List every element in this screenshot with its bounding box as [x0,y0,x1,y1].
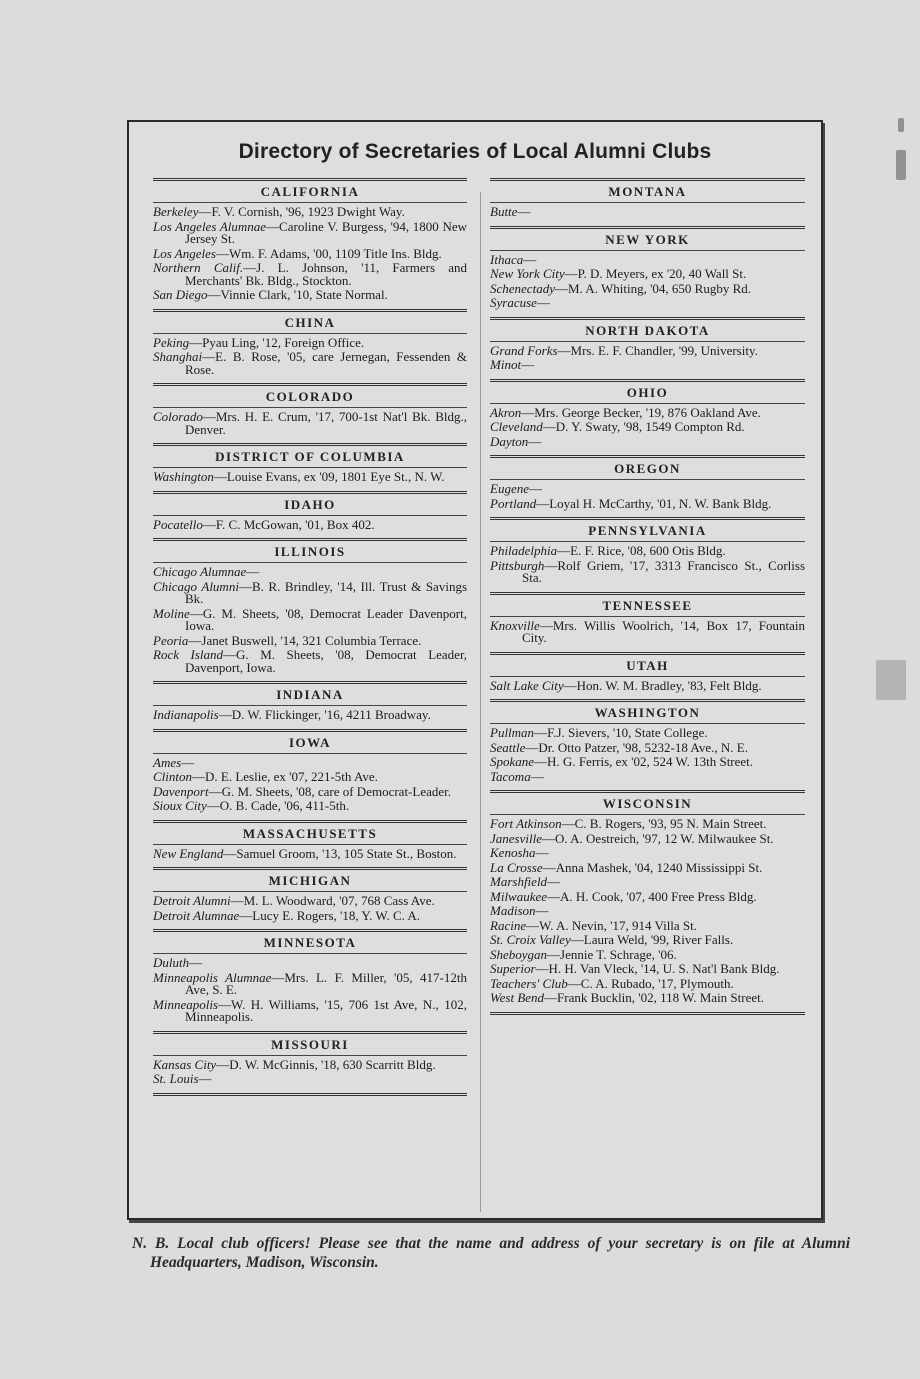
club-name: San Diego [153,287,208,302]
secretary-info: Mrs. L. F. Miller, '05, 417-12th Ave, S. E. [185,969,467,997]
club-list [153,411,467,441]
secretary-info: E. F. Rice, '08, 600 Otis Bldg. [570,543,726,558]
state-section [490,592,805,650]
club-name: Eugene [490,481,529,496]
club-entry: Peoria—Janet Buswell, '14, 321 Columbia Terrace. [153,632,422,648]
club-name: Detroit Alumnae [153,907,240,923]
state-section [153,1031,467,1091]
club-entry: Janesville—O. A. Oestreich, '97, 12 W. Milwaukee St. [490,830,774,846]
club-name: Shanghai [153,349,203,364]
club-entry: Portland—Loyal H. McCarthy, '01, N. W. Bank Bldg. [490,495,772,511]
heading-rule [153,562,467,563]
state-heading: OHIO [626,384,669,400]
heading-rule [490,814,805,815]
section-rule [490,1012,805,1015]
club-name: Los Angeles [153,245,216,261]
heading-rule [153,467,467,468]
secretary-info: Lucy E. Rogers, '18, Y. W. C. A. [252,907,421,923]
heading-rule [153,1055,467,1056]
state-heading: IDAHO [284,496,336,512]
club-name: Peking [153,334,190,350]
state-section [490,317,805,377]
club-list [153,957,467,1029]
club-entry: Tacoma— [490,768,544,784]
club-entry: Pittsburgh—Rolf Griem, '17, 3313 Francisco St., Corliss Sta. [490,557,805,585]
club-entry: Teachers' Club—C. A. Rubado, '17, Plymouth. [490,975,734,991]
club-name: Janesville [490,830,542,846]
club-entry: Detroit Alumnae—Lucy E. Rogers, '18, Y. W. C. A. [153,907,421,923]
state-heading: CHINA [284,314,336,330]
club-entry: Peking—Pyau Ling, '12, Foreign Office. [153,334,365,350]
club-list [490,677,805,698]
secretary-info: Vinnie Clark, '10, State Normal. [220,287,388,302]
secretary-info: A. H. Cook, '07, 400 Free Press Bldg. [560,888,757,904]
heading-rule [153,844,467,845]
secretary-info: Laura Weld, '99, River Falls. [583,932,734,947]
club-list [490,342,805,377]
club-entry: Kenosha— [490,845,549,860]
state-section [153,383,467,441]
club-name: Colorado [153,409,203,424]
state-heading: NEW YORK [605,231,690,247]
scan-mark [876,660,906,700]
secretary-info: Dr. Otto Patzer, '98, 5232-18 Ave., N. E. [538,739,748,755]
secretary-info: G. M. Sheets, '08, Democrat Leader Davenport, Iowa. [185,605,467,633]
secretary-info: C. A. Rubado, '17, Plymouth. [580,975,734,991]
club-name: Salt Lake City [490,677,564,693]
club-entry: Fort Atkinson—C. B. Rogers, '93, 95 N. Main Street. [490,816,767,831]
column-divider [480,192,481,1212]
club-name: Pocatello [153,516,203,532]
right-column [490,176,805,1015]
heading-rule [490,616,805,617]
club-name: Madison [490,903,536,918]
state-heading: NORTH DAKOTA [585,322,710,338]
club-name: Indianapolis [153,707,219,722]
club-list [490,545,805,590]
heading-rule [490,341,805,342]
page-title: Directory of Secretaries of Local Alumni Clubs [238,140,712,163]
heading-rule [490,202,805,203]
state-heading: MASSACHUSETTS [242,825,378,841]
state-section [490,455,805,515]
club-entry: Racine—W. A. Nevin, '17, 914 Villa St. [490,917,698,933]
secretary-info: Anna Mashek, '04, 1240 Mississippi St. [555,859,763,875]
state-heading: INDIANA [276,687,344,702]
heading-rule [153,705,467,706]
club-name: Davenport [153,783,209,799]
club-name: Duluth [153,955,190,970]
club-entry: Cleveland—D. Y. Swaty, '98, 1549 Compton Rd. [490,419,745,434]
club-name: Syracuse [490,295,537,310]
club-list [490,727,805,788]
club-name: Ames [153,754,182,770]
club-entry: Salt Lake City—Hon. W. M. Bradley, '83, Felt Bldg. [490,677,762,693]
secretary-info: D. W. Flickinger, '16, 4211 Broadway. [231,707,431,722]
club-name: St. Louis [153,1071,199,1086]
club-list [153,206,467,307]
club-name: Superior [490,961,536,976]
club-name: Spokane [490,754,535,769]
secretary-info: O. B. Cade, '06, 411-5th. [219,798,350,813]
state-section [153,538,467,679]
club-name: Chicago Alumnae [153,564,247,579]
club-list [490,206,805,224]
secretary-info: H. H. Van Vleck, '14, U. S. Nat'l Bank Bldg. [548,961,780,976]
club-name: Detroit Alumni [153,893,231,908]
club-entry: Ames— [153,754,195,770]
club-name: Minneapolis Alumnae [153,969,272,985]
club-name: Moline [153,605,190,621]
club-list [153,709,467,727]
heading-rule [490,541,805,542]
club-entry: Davenport—G. M. Sheets, '08, care of Democrat-Leader. [153,783,452,799]
state-section [490,790,805,1010]
secretary-info: F.J. Sievers, '10, State College. [547,725,708,740]
club-name: Milwaukee [490,888,548,904]
club-entry: St. Louis— [153,1071,212,1086]
club-name: Berkeley [153,204,199,219]
secretary-info: Mrs. George Becker, '19, 876 Oakland Ave. [534,404,761,420]
club-entry: Seattle—Dr. Otto Patzer, '98, 5232-18 Ave., N. E. [490,739,748,755]
club-entry: Grand Forks—Mrs. E. F. Chandler, '99, University. [490,342,758,358]
heading-rule [153,953,467,954]
secretary-info: Wm. F. Adams, '00, 1109 Title Ins. Bldg. [228,245,442,261]
club-entry: Ithaca— [490,251,537,267]
club-name: Tacoma [490,768,531,784]
club-entry: West Bend—Frank Bucklin, '02, 118 W. Main Street. [490,990,765,1005]
club-name: St. Croix Valley [490,932,571,947]
secretary-info: O. A. Oestreich, '97, 12 W. Milwaukee St. [554,830,774,846]
club-entry: Clinton—D. E. Leslie, ex '07, 221-5th Ave. [153,769,378,784]
club-name: Schenectady [490,280,555,296]
state-section [490,652,805,698]
state-section [490,699,805,788]
club-name: Los Angeles Alumnae [153,218,267,234]
heading-rule [490,250,805,251]
secretary-info: D. E. Leslie, ex '07, 221-5th Ave. [205,769,378,784]
club-entry: Schenectady—M. A. Whiting, '04, 650 Rugby Rd. [490,280,752,296]
secretary-info: D. Y. Swaty, '98, 1549 Compton Rd. [555,419,745,434]
state-heading: TENNESSEE [602,597,693,613]
club-entry: St. Croix Valley—Laura Weld, '99, River Falls. [490,932,734,947]
state-heading: PENNSYLVANIA [588,523,707,538]
club-name: Sioux City [153,798,207,813]
club-entry: La Crosse—Anna Mashek, '04, 1240 Mississippi St. [490,859,763,875]
heading-rule [490,723,805,724]
club-entry: Butte— [490,204,531,219]
section-rule [153,1093,467,1096]
club-name: Fort Atkinson [490,816,562,831]
state-heading: WISCONSIN [602,796,693,811]
secretary-info: Hon. W. M. Bradley, '83, Felt Bldg. [576,677,762,693]
club-name: Kansas City [153,1056,217,1072]
club-name: Dayton [490,433,529,449]
secretary-info: P. D. Meyers, ex '20, 40 Wall St. [577,266,747,281]
state-section [153,867,467,927]
club-name: Cleveland [490,419,543,434]
heading-rule [153,333,467,334]
state-section [153,178,467,307]
club-entry: San Diego—Vinnie Clark, '10, State Normal. [153,287,388,302]
secretary-info: W. A. Nevin, '17, 914 Villa St. [539,917,698,933]
heading-rule [153,515,467,516]
heading-rule [153,202,467,203]
club-list [153,334,467,382]
club-entry: Syracuse— [490,295,550,310]
state-section [153,729,467,818]
footnote: N. B. Local club officers! Please see that the name and address of your secretary is on file at Alumni Headquarters, Madison, Wisconsin. [132,1235,850,1271]
club-entry: Akron—Mrs. George Becker, '19, 876 Oakland Ave. [490,404,761,420]
secretary-info: Louise Evans, ex '09, 1801 Eye St., N. W. [226,469,445,484]
state-heading: MICHIGAN [268,873,352,888]
secretary-info: Samuel Groom, '13, 105 State St., Boston. [236,845,457,861]
club-entry: Moline—G. M. Sheets, '08, Democrat Leader Davenport, Iowa. [153,605,467,633]
club-name: Clinton [153,769,193,784]
club-name: Washington [153,469,214,484]
club-list [153,754,467,818]
club-name: Marshfield [490,874,548,889]
scan-mark [896,150,906,180]
club-entry: Pullman—F.J. Sievers, '10, State College. [490,725,708,740]
club-entry: Philadelphia—E. F. Rice, '08, 600 Otis Bldg. [490,543,726,558]
secretary-info: Janet Buswell, '14, 321 Columbia Terrace. [201,632,422,648]
secretary-info: Mrs. E. F. Chandler, '99, University. [570,342,758,358]
club-entry: Los Angeles—Wm. F. Adams, '00, 1109 Title Ins. Bldg. [153,245,442,261]
club-name: Rock Island [153,647,224,662]
secretary-info: Frank Bucklin, '02, 118 W. Main Street. [557,990,765,1005]
secretary-info: Loyal H. McCarthy, '01, N. W. Bank Bldg. [549,495,772,511]
club-entry: Minot— [490,357,535,372]
secretary-info: D. W. McGinnis, '18, 630 Scarritt Bldg. [229,1056,436,1072]
state-heading: IOWA [288,734,332,750]
secretary-info: M. L. Woodward, '07, 768 Cass Ave. [243,893,435,908]
secretary-info: C. B. Rogers, '93, 95 N. Main Street. [574,816,767,831]
club-entry: Spokane—H. G. Ferris, ex '02, 524 W. 13th Street. [490,754,754,769]
club-entry: Detroit Alumni—M. L. Woodward, '07, 768 Cass Ave. [153,893,435,908]
club-name: Sheboygan [490,946,548,962]
club-name: Seattle [490,739,526,755]
club-entry: Madison— [490,903,549,918]
heading-rule [490,403,805,404]
state-heading: COLORADO [265,389,355,404]
state-section [153,309,467,382]
club-name: Chicago Alumni [153,578,239,594]
secretary-info: G. M. Sheets, '08, Democrat Leader, Davenport, Iowa. [185,647,468,675]
club-entry: Northern Calif.—J. L. Johnson, '11, Farmers and Merchants' Bk. Bldg., Stockton. [153,260,467,288]
club-list [153,895,467,927]
club-entry: Kansas City—D. W. McGinnis, '18, 630 Scarritt Bldg. [153,1056,436,1072]
state-section [153,491,467,537]
club-name: Knoxville [490,617,540,633]
club-entry: Sheboygan—Jennie T. Schrage, '06. [490,946,677,962]
secretary-info: Pyau Ling, '12, Foreign Office. [202,334,365,350]
club-list [153,845,467,866]
heading-rule [153,407,467,408]
club-name: Pittsburgh [490,557,545,573]
state-heading: CALIFORNIA [260,184,360,199]
club-name: Racine [490,917,527,933]
state-heading: MISSOURI [271,1036,349,1052]
club-entry: Dayton— [490,433,542,449]
club-entry: Chicago Alumnae— [153,564,260,579]
club-entry: Duluth— [153,955,203,970]
heading-rule [153,753,467,754]
club-name: Akron [490,404,522,420]
secretary-info: F. C. McGowan, '01, Box 402. [215,516,375,532]
scan-mark [898,118,904,132]
club-name: New England [153,845,224,861]
club-entry: Shanghai—E. B. Rose, '05, care Jernegan, Fessenden & Rose. [153,349,467,377]
secretary-info: Mrs. Willis Woolrich, '14, Box 17, Fountain City. [522,617,805,645]
secretary-info: W. H. Williams, '15, 706 1st Ave, N., 102, Minneapolis. [185,996,467,1024]
club-name: Ithaca [490,251,524,267]
club-entry: Los Angeles Alumnae—Caroline V. Burgess, '94, 1800 New Jersey St. [153,218,467,246]
state-section [490,379,805,454]
club-list [153,1056,467,1091]
secretary-info: H. G. Ferris, ex '02, 524 W. 13th Street. [547,754,754,769]
state-heading: DISTRICT OF COLUMBIA [215,449,405,464]
secretary-info: E. B. Rose, '05, care Jernegan, Fessenden & Rose. [185,349,467,377]
club-entry: Rock Island—G. M. Sheets, '08, Democrat Leader, Davenport, Iowa. [153,647,468,675]
secretary-info: F. V. Cornish, '96, 1923 Dwight Way. [211,204,405,219]
club-name: Pullman [490,725,535,740]
secretary-info: G. M. Sheets, '08, care of Democrat-Leader. [221,783,452,799]
state-heading: ILLINOIS [274,544,346,559]
club-entry: Sioux City—O. B. Cade, '06, 411-5th. [153,798,350,813]
club-name: Butte [490,204,518,219]
state-section [153,681,467,727]
club-entry: Superior—H. H. Van Vleck, '14, U. S. Nat'l Bank Bldg. [490,961,780,976]
club-name: Grand Forks [490,342,558,358]
state-heading: OREGON [614,461,681,476]
club-entry: Washington—Louise Evans, ex '09, 1801 Eye St., N. W. [153,469,445,484]
club-name: Minot [490,357,522,372]
club-list [490,404,805,454]
club-entry: Eugene— [490,481,542,496]
state-heading: MONTANA [608,184,687,199]
state-section [490,226,805,315]
directory-frame [127,120,823,1220]
club-name: New York City [490,266,565,281]
club-entry: Colorado—Mrs. H. E. Crum, '17, 700-1st Nat'l Bk. Bldg., Denver. [153,409,467,437]
secretary-info: Caroline V. Burgess, '94, 1800 New Jersey St. [185,218,467,246]
secretary-info: Rolf Griem, '17, 3313 Francisco St., Corliss Sta. [522,557,805,585]
state-section [153,820,467,866]
club-name: Peoria [153,632,189,648]
club-entry: Indianapolis—D. W. Flickinger, '16, 4211 Broadway. [153,707,431,722]
heading-rule [490,479,805,480]
club-entry: New England—Samuel Groom, '13, 105 State St., Boston. [153,845,457,861]
club-name: Portland [490,495,537,511]
heading-rule [153,891,467,892]
state-section [490,517,805,590]
club-entry: Chicago Alumni—B. R. Brindley, '14, Ill. Trust & Savings Bk. [153,578,468,606]
club-entry: Marshfield— [490,874,561,889]
club-name: Philadelphia [490,543,558,558]
club-entry: Knoxville—Mrs. Willis Woolrich, '14, Box 17, Fountain City. [490,617,805,645]
club-entry: Pocatello—F. C. McGowan, '01, Box 402. [153,516,375,532]
club-entry: Minneapolis Alumnae—Mrs. L. F. Miller, '05, 417-12th Ave, S. E. [153,969,467,997]
state-heading: UTAH [626,657,669,673]
secretary-info: Jennie T. Schrage, '06. [560,946,677,962]
club-entry: Berkeley—F. V. Cornish, '96, 1923 Dwight Way. [153,204,405,219]
left-column [153,176,467,1096]
heading-rule [490,676,805,677]
club-list [490,483,805,515]
secretary-info: Mrs. H. E. Crum, '17, 700-1st Nat'l Bk. Bldg., Denver. [185,409,467,437]
club-name: Minneapolis [153,996,218,1012]
club-name: West Bend [490,990,545,1005]
club-list [490,617,805,650]
club-list [153,471,467,489]
state-section [490,178,805,224]
state-heading: MINNESOTA [263,935,357,950]
club-name: Northern Calif. [153,260,244,275]
club-name: La Crosse [490,859,543,875]
club-list [490,251,805,315]
club-entry: Minneapolis—W. H. Williams, '15, 706 1st Ave, N., 102, Minneapolis. [153,996,467,1024]
club-list [153,566,467,679]
secretary-info: M. A. Whiting, '04, 650 Rugby Rd. [567,280,752,296]
club-name: Teachers' Club [490,975,568,991]
club-name: Kenosha [490,845,536,860]
secretary-info: B. R. Brindley, '14, Ill. Trust & Savings Bk. [185,578,468,606]
state-heading: WASHINGTON [594,705,701,720]
state-section [153,443,467,489]
club-entry: New York City—P. D. Meyers, ex '20, 40 Wall St. [490,266,747,281]
secretary-info: J. L. Johnson, '11, Farmers and Merchants' Bk. Bldg., Stockton. [185,260,467,288]
club-list [153,516,467,537]
club-list [490,818,805,1010]
club-entry: Milwaukee—A. H. Cook, '07, 400 Free Press Bldg. [490,888,757,904]
state-section [153,929,467,1029]
